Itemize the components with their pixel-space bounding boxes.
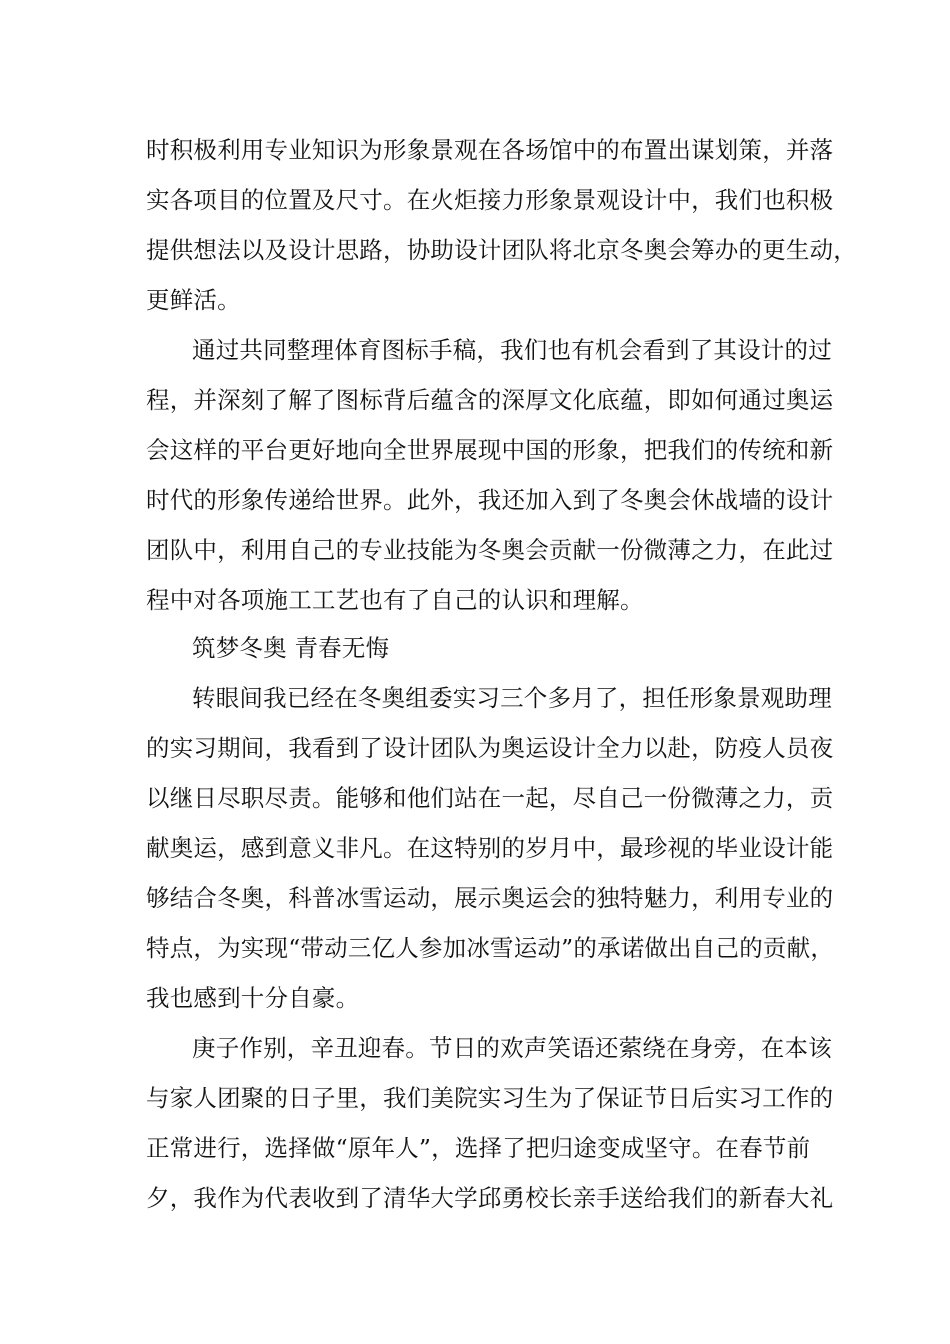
- text-line: 程中对各项施工工艺也有了自己的认识和理解。: [146, 586, 644, 614]
- text-line: 提供想法以及设计思路，协助设计团队将北京冬奥会筹办的更生动，: [146, 236, 857, 264]
- text-line: 实各项目的位置及尺寸。在火炬接力形象景观设计中，我们也积极: [146, 186, 834, 214]
- text-line: 程，并深刻了解了图标背后蕴含的深厚文化底蕴，即如何通过奥运: [146, 386, 834, 414]
- text-line: 时代的形象传递给世界。此外，我还加入到了冬奥会休战墙的设计: [146, 486, 834, 514]
- text-line: 以继日尽职尽责。能够和他们站在一起，尽自己一份微薄之力，贡: [146, 784, 834, 812]
- text-line: 的实习期间，我看到了设计团队为奥运设计全力以赴，防疫人员夜: [146, 734, 834, 762]
- paragraph-first-line: 庚子作别，辛丑迎春。节日的欢声笑语还萦绕在身旁，在本该: [192, 1034, 832, 1062]
- text-line: 团队中，利用自己的专业技能为冬奥会贡献一份微薄之力，在此过: [146, 536, 834, 564]
- text-line: 献奥运，感到意义非凡。在这特别的岁月中，最珍视的毕业设计能: [146, 834, 834, 862]
- text-line: 时积极利用专业知识为形象景观在各场馆中的布置出谋划策，并落: [146, 136, 834, 164]
- section-heading: 筑梦冬奥 青春无悔: [192, 634, 390, 662]
- text-line: 我也感到十分自豪。: [146, 984, 360, 1012]
- paragraph-first-line: 转眼间我已经在冬奥组委实习三个多月了，担任形象景观助理: [192, 684, 832, 712]
- paragraph-first-line: 通过共同整理体育图标手稿，我们也有机会看到了其设计的过: [192, 336, 832, 364]
- text-line: 夕，我作为代表收到了清华大学邱勇校长亲手送给我们的新春大礼: [146, 1184, 834, 1212]
- text-line: 正常进行，选择做“原年人”，选择了把归途变成坚守。在春节前: [146, 1134, 811, 1162]
- text-line: 特点，为实现“带动三亿人参加冰雪运动”的承诺做出自己的贡献，: [146, 934, 835, 962]
- text-line: 会这样的平台更好地向全世界展现中国的形象，把我们的传统和新: [146, 436, 834, 464]
- text-line: 更鲜活。: [146, 286, 241, 314]
- text-line: 够结合冬奥，科普冰雪运动，展示奥运会的独特魅力，利用专业的: [146, 884, 834, 912]
- text-line: 与家人团聚的日子里，我们美院实习生为了保证节日后实习工作的: [146, 1084, 834, 1112]
